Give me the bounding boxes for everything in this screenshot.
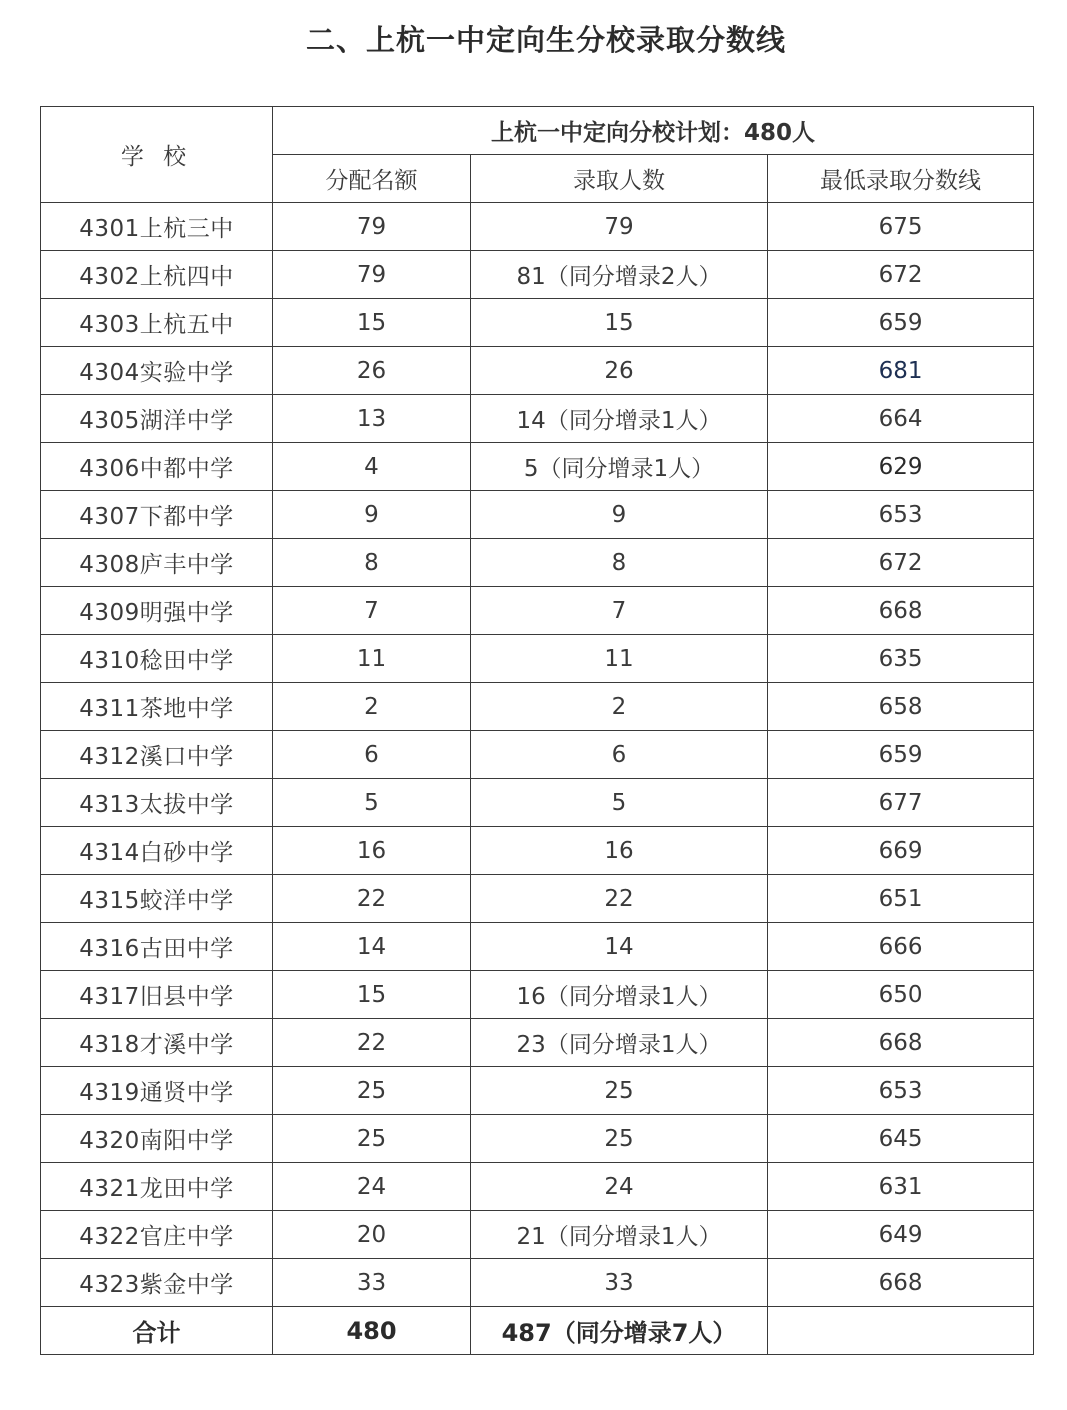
table-body [41, 203, 1034, 1307]
school-cell: 4301上杭三中 [41, 203, 273, 251]
table-row [41, 683, 1034, 731]
table-row [41, 731, 1034, 779]
table-row [41, 1019, 1034, 1067]
admitted-cell: 8 [471, 539, 768, 587]
table-row [41, 347, 1034, 395]
admitted-cell: 7 [471, 587, 768, 635]
quota-cell: 25 [273, 1115, 471, 1163]
min-score-cell: 666 [768, 923, 1034, 971]
min-score-column-header: 最低录取分数线 [768, 155, 1034, 203]
quota-cell: 4 [273, 443, 471, 491]
min-score-cell: 651 [768, 875, 1034, 923]
school-cell: 4305湖洋中学 [41, 395, 273, 443]
quota-cell: 22 [273, 1019, 471, 1067]
quota-cell: 8 [273, 539, 471, 587]
admitted-column-header: 录取人数 [471, 155, 768, 203]
table-row [41, 491, 1034, 539]
min-score-cell: 645 [768, 1115, 1034, 1163]
min-score-cell: 668 [768, 587, 1034, 635]
admitted-cell: 11 [471, 635, 768, 683]
school-cell: 4313太拔中学 [41, 779, 273, 827]
min-score-cell: 668 [768, 1259, 1034, 1307]
table-footer [41, 1307, 1034, 1355]
quota-cell: 15 [273, 971, 471, 1019]
school-cell: 4316古田中学 [41, 923, 273, 971]
table-row [41, 1259, 1034, 1307]
quota-cell: 33 [273, 1259, 471, 1307]
school-cell: 4311茶地中学 [41, 683, 273, 731]
school-cell: 4303上杭五中 [41, 299, 273, 347]
school-cell: 4302上杭四中 [41, 251, 273, 299]
table-row [41, 443, 1034, 491]
quota-cell: 26 [273, 347, 471, 395]
min-score-cell: 658 [768, 683, 1034, 731]
quota-cell: 20 [273, 1211, 471, 1259]
total-label: 合计 [41, 1307, 273, 1355]
min-score-cell: 669 [768, 827, 1034, 875]
admitted-cell: 21（同分增录1人） [471, 1211, 768, 1259]
admitted-cell: 9 [471, 491, 768, 539]
school-cell: 4321龙田中学 [41, 1163, 273, 1211]
quota-cell: 13 [273, 395, 471, 443]
admitted-cell: 79 [471, 203, 768, 251]
quota-cell: 6 [273, 731, 471, 779]
min-score-cell: 659 [768, 299, 1034, 347]
table-row [41, 1067, 1034, 1115]
table-row [41, 827, 1034, 875]
min-score-cell: 649 [768, 1211, 1034, 1259]
quota-cell: 79 [273, 251, 471, 299]
admitted-cell: 6 [471, 731, 768, 779]
admitted-cell: 33 [471, 1259, 768, 1307]
school-cell: 4304实验中学 [41, 347, 273, 395]
admitted-cell: 23（同分增录1人） [471, 1019, 768, 1067]
school-cell: 4312溪口中学 [41, 731, 273, 779]
admitted-cell: 5（同分增录1人） [471, 443, 768, 491]
table-row [41, 299, 1034, 347]
admitted-cell: 25 [471, 1115, 768, 1163]
page-title: 二、上杭一中定向生分校录取分数线 [305, 23, 786, 57]
admitted-cell: 26 [471, 347, 768, 395]
school-cell: 4315蛟洋中学 [41, 875, 273, 923]
quota-cell: 5 [273, 779, 471, 827]
table-row [41, 779, 1034, 827]
admitted-cell: 81（同分增录2人） [471, 251, 768, 299]
table-row [41, 1211, 1034, 1259]
min-score-cell: 677 [768, 779, 1034, 827]
min-score-cell: 650 [768, 971, 1034, 1019]
school-cell: 4317旧县中学 [41, 971, 273, 1019]
quota-cell: 79 [273, 203, 471, 251]
admitted-cell: 25 [471, 1067, 768, 1115]
school-cell: 4323紫金中学 [41, 1259, 273, 1307]
admitted-cell: 14 [471, 923, 768, 971]
table-header [41, 107, 1034, 203]
school-cell: 4309明强中学 [41, 587, 273, 635]
table-row [41, 587, 1034, 635]
admitted-cell: 5 [471, 779, 768, 827]
admitted-cell: 16（同分增录1人） [471, 971, 768, 1019]
table-row [41, 1115, 1034, 1163]
table-row [41, 203, 1034, 251]
min-score-cell: 664 [768, 395, 1034, 443]
min-score-cell: 675 [768, 203, 1034, 251]
table-row [41, 395, 1034, 443]
school-cell: 4319通贤中学 [41, 1067, 273, 1115]
header-row-plan [41, 107, 1034, 155]
table-row [41, 1163, 1034, 1211]
quota-cell: 11 [273, 635, 471, 683]
school-cell: 4308庐丰中学 [41, 539, 273, 587]
plan-header: 上杭一中定向分校计划：480人 [273, 107, 1034, 155]
total-quota: 480 [273, 1307, 471, 1355]
min-score-cell: 681 [768, 347, 1034, 395]
quota-cell: 7 [273, 587, 471, 635]
school-cell: 4318才溪中学 [41, 1019, 273, 1067]
quota-cell: 9 [273, 491, 471, 539]
table-row [41, 971, 1034, 1019]
table-row [41, 251, 1034, 299]
total-min-score [768, 1307, 1034, 1355]
min-score-cell: 653 [768, 491, 1034, 539]
admitted-cell: 14（同分增录1人） [471, 395, 768, 443]
quota-cell: 2 [273, 683, 471, 731]
quota-cell: 15 [273, 299, 471, 347]
school-cell: 4320南阳中学 [41, 1115, 273, 1163]
admitted-cell: 22 [471, 875, 768, 923]
min-score-cell: 631 [768, 1163, 1034, 1211]
school-cell: 4310稔田中学 [41, 635, 273, 683]
quota-cell: 24 [273, 1163, 471, 1211]
school-cell: 4314白砂中学 [41, 827, 273, 875]
quota-column-header: 分配名额 [273, 155, 471, 203]
min-score-cell: 653 [768, 1067, 1034, 1115]
admitted-cell: 15 [471, 299, 768, 347]
min-score-cell: 672 [768, 251, 1034, 299]
quota-cell: 16 [273, 827, 471, 875]
admitted-cell: 2 [471, 683, 768, 731]
admission-score-table [40, 106, 1034, 1355]
quota-cell: 14 [273, 923, 471, 971]
school-cell: 4307下都中学 [41, 491, 273, 539]
min-score-cell: 672 [768, 539, 1034, 587]
admitted-cell: 24 [471, 1163, 768, 1211]
school-cell: 4306中都中学 [41, 443, 273, 491]
school-cell: 4322官庄中学 [41, 1211, 273, 1259]
table-row [41, 923, 1034, 971]
school-column-header: 学 校 [41, 107, 273, 203]
table-row [41, 875, 1034, 923]
min-score-cell: 668 [768, 1019, 1034, 1067]
table-row [41, 635, 1034, 683]
total-row [41, 1307, 1034, 1355]
min-score-cell: 635 [768, 635, 1034, 683]
min-score-cell: 659 [768, 731, 1034, 779]
min-score-cell: 629 [768, 443, 1034, 491]
total-admitted: 487（同分增录7人） [471, 1307, 768, 1355]
quota-cell: 25 [273, 1067, 471, 1115]
table-row [41, 539, 1034, 587]
quota-cell: 22 [273, 875, 471, 923]
admitted-cell: 16 [471, 827, 768, 875]
